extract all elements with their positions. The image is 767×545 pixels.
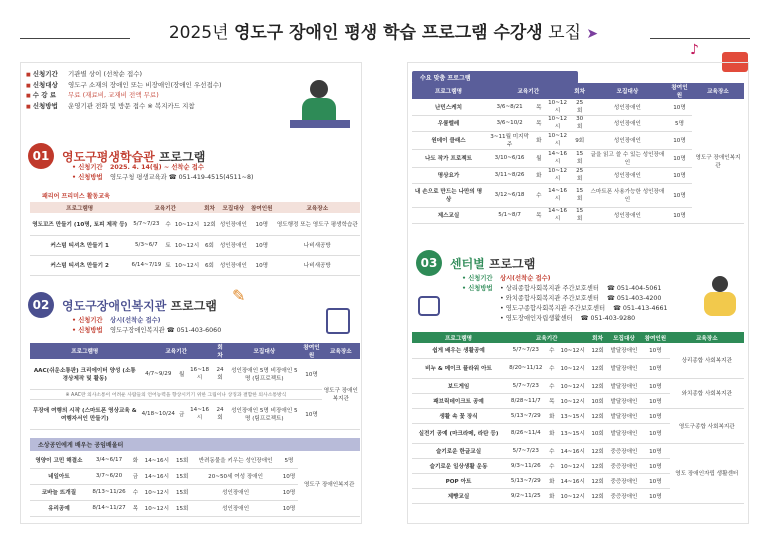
cell: 10명 <box>641 343 669 358</box>
cell: 10명 <box>641 458 669 473</box>
cell: 목 <box>130 500 141 516</box>
cell: 10~12시 <box>557 358 588 378</box>
clipboard-icon <box>326 308 350 334</box>
cell: 5/3~6/7 <box>129 235 163 255</box>
th: 참여인원 <box>641 332 669 343</box>
info-row: ■ 신청방법 운영기관 전화 및 방문 접수 ※ 복지카드 지참 <box>26 102 226 113</box>
cell: 10회 <box>588 393 606 408</box>
sec01-tag: 패리어 프리미스 활동교육 <box>42 193 110 200</box>
paper-plane-icon: ➤ <box>586 26 599 42</box>
cell: 성인장애인 <box>588 167 667 183</box>
cell: 발달장애인 <box>607 378 641 393</box>
cell: 나도 작가 프로젝트 <box>412 149 485 167</box>
cell: 10~12시 <box>141 484 173 500</box>
cell: 6회 <box>201 255 218 275</box>
cell: 12회 <box>588 473 606 488</box>
cell: 성인장애인 <box>218 255 249 275</box>
cell: 월 <box>177 359 186 389</box>
cell: 10명 <box>667 99 692 115</box>
cell: 화 <box>547 423 557 443</box>
cell: 화 <box>547 408 557 423</box>
cell: 9/2~11/25 <box>505 488 546 503</box>
cell: 10~12시 <box>141 500 173 516</box>
section-03-header <box>416 250 535 276</box>
cell: 영도구 장애인복지관 <box>692 99 744 223</box>
cell: 10명 <box>249 235 275 255</box>
title-bold: 영도구 장애인 평생 학습 프로그램 수강생 <box>233 23 543 43</box>
section-number: 03 <box>416 250 442 276</box>
cell: 10명 <box>301 359 321 389</box>
table-row <box>30 213 360 235</box>
table-row <box>30 255 360 275</box>
cell: 25회 <box>572 167 588 183</box>
cell: 중증장애인 <box>607 443 641 458</box>
cell: 제빵교실 <box>412 488 505 503</box>
section-title-sub: 프로그램 <box>488 256 536 271</box>
table-row <box>412 343 744 358</box>
cell: 와치종합 사회복지관 <box>670 378 744 408</box>
cell: 수 <box>547 343 557 358</box>
cell: 실전기 공예 (마크라메, 라탄 등) <box>412 423 505 443</box>
cell: 금 <box>177 399 186 429</box>
cell: 수 <box>534 183 543 207</box>
right1-table <box>412 83 744 224</box>
cell: 5/7~7/23 <box>129 213 163 235</box>
sec01-table <box>30 202 360 276</box>
cell: 3/11~8/26 <box>485 167 534 183</box>
cell: 15회 <box>173 452 192 468</box>
sec02-info <box>72 316 221 336</box>
cell: 12회 <box>588 343 606 358</box>
cell: 14~16시 <box>141 468 173 484</box>
cell: 10명 <box>280 468 299 484</box>
cell: 글을 읽고 쓸 수 있는 성인장애인 <box>588 149 667 167</box>
section-title <box>62 148 205 165</box>
th: 회차 <box>572 83 588 99</box>
cell: 목 <box>534 115 543 131</box>
info-box <box>26 70 226 112</box>
cell: 24회 <box>213 359 228 389</box>
cell: 금 <box>130 468 141 484</box>
table-row <box>412 443 744 458</box>
cell: 4/18~10/24 <box>140 399 177 429</box>
cell: 명상요가 <box>412 167 485 183</box>
table-header <box>412 332 744 343</box>
cell: 원데이 클래스 <box>412 131 485 149</box>
cell: 패브릭데이크트 공예 <box>412 393 505 408</box>
th: 참여인원 <box>667 83 692 99</box>
cell: 10명 <box>667 183 692 207</box>
sec02-table <box>30 343 360 430</box>
th: 모집대상 <box>218 202 249 213</box>
cell: 발달장애인 <box>607 408 641 423</box>
cell: 영도 장애인자립 생활센터 <box>670 443 744 503</box>
cell: 영도구 장애인복지관 <box>322 359 360 429</box>
cell: 3/12~6/18 <box>485 183 534 207</box>
cell: 4/7~9/29 <box>140 359 177 389</box>
cell: 우쿨렐레 <box>412 115 485 131</box>
cell: 성인장애인 <box>218 235 249 255</box>
cell: 5명 <box>667 115 692 131</box>
th: 교육장소 <box>670 332 744 343</box>
cell: ※ AAC란 의사소통이 어려운 사람들의 언어능력을 향상시키기 위한 그림이나 상징과 결합한 의사소통방식 <box>30 389 322 399</box>
cell: 발달장애인 <box>607 423 641 443</box>
cell: 스마트폰 사용가능한 성인장애인 <box>588 183 667 207</box>
title-tail: 모집 <box>548 23 581 43</box>
cell: 화 <box>534 167 543 183</box>
cell: 성인장애인 <box>192 484 280 500</box>
cell: 비누 & 메이크 플라워 아트 <box>412 358 505 378</box>
cell: 12회 <box>588 488 606 503</box>
cell: 10명 <box>641 378 669 393</box>
cell: 8/13~11/26 <box>88 484 130 500</box>
cell: 3/4~6/17 <box>88 452 130 468</box>
th: 교육기간 <box>129 202 201 213</box>
student-illustration <box>290 80 350 140</box>
cell: 커스텀 티셔츠 만들기 2 <box>30 255 129 275</box>
section-title <box>62 297 217 314</box>
th: 프로그램명 <box>30 202 129 213</box>
sec02-band: 소상공인에게 배우는 공임배울터 <box>30 438 360 451</box>
info-line: • 영도구종합사회복지관 주간보호센터 ☎ 051-413-4661 <box>500 305 668 312</box>
th: 교육기간 <box>140 343 213 359</box>
cell: 화 <box>547 473 557 488</box>
cell: 10명 <box>641 408 669 423</box>
cell: 5/1~8/7 <box>485 207 534 223</box>
cell: 14~16시 <box>544 207 572 223</box>
cell: 10명 <box>280 500 299 516</box>
th: 프로그램명 <box>412 332 505 343</box>
cell: 15회 <box>173 484 192 500</box>
cell: 14~16시 <box>141 452 173 468</box>
table-header <box>30 202 360 213</box>
cell: 5/7~7/23 <box>505 443 546 458</box>
cell: 발달장애인 <box>607 343 641 358</box>
cell: 무장애 여행의 시작 (스마트폰 영상교육 & 여행자서인 만들기) <box>30 399 140 429</box>
section-02-header <box>28 292 217 318</box>
cell: 14~16시 <box>544 183 572 207</box>
info-line: • 신청방법 영도구장애인복지관 ☎ 051-403-6060 <box>72 326 221 336</box>
cell: 화 <box>547 488 557 503</box>
cell: 나비새공방 <box>275 235 360 255</box>
section-title-main: 센터별 <box>450 256 485 271</box>
cell: 영양이 고민 해결소 <box>30 452 88 468</box>
cell: 수 <box>547 378 557 393</box>
sec03-table <box>412 332 744 504</box>
cell: 유리공예 <box>30 500 88 516</box>
th: 회차 <box>213 343 228 359</box>
table-row <box>30 359 360 389</box>
cell: 3/6~8/21 <box>485 99 534 115</box>
cell: 5/13~7/29 <box>505 473 546 488</box>
cell: 24회 <box>213 399 228 429</box>
cell: 10~12시 <box>173 213 201 235</box>
cell: 중증장애인 <box>607 458 641 473</box>
cell: 10명 <box>641 488 669 503</box>
cell: 보드게임 <box>412 378 505 393</box>
cell: 15회 <box>173 500 192 516</box>
cell: 3/6~10/2 <box>485 115 534 131</box>
section-title-main: 영도구평생학습관 <box>62 149 155 164</box>
cell: 화 <box>534 131 543 149</box>
info-line: • 와치종합사회복지관 주간보호센터 ☎ 051-403-4200 <box>500 295 662 302</box>
cell: 10명 <box>641 473 669 488</box>
table-row <box>30 399 360 429</box>
table-row <box>30 235 360 255</box>
th: 참여인원 <box>249 202 275 213</box>
cell: 수 <box>547 358 557 378</box>
cell: 12회 <box>588 408 606 423</box>
cell: 13~15시 <box>557 408 588 423</box>
cell: 14~16시 <box>557 473 588 488</box>
cell: 토 <box>163 235 172 255</box>
cell: 10~12시 <box>557 378 588 393</box>
cell: 영도행정 또는 영도구 평생학습관 <box>275 213 360 235</box>
sec01-info <box>72 163 253 183</box>
cell: 8/28~11/7 <box>505 393 546 408</box>
cell: 코바늘 뜨개질 <box>30 484 88 500</box>
th: 모집대상 <box>607 332 641 343</box>
section-title-sub: 프로그램 <box>170 298 217 313</box>
cell: 15회 <box>572 149 588 167</box>
section-title-main: 영도구장애인복지관 <box>62 298 167 313</box>
cell: 10회 <box>588 423 606 443</box>
cell: 9회 <box>572 131 588 149</box>
cell: 쉽게 배우는 생활공예 <box>412 343 505 358</box>
info-row: ■ 신청기간 기관별 상이 (선착순 접수) <box>26 70 226 81</box>
cell: 수 <box>547 458 557 473</box>
table-note-row <box>30 389 360 399</box>
table-row <box>412 378 744 393</box>
cell: 10명 <box>641 358 669 378</box>
cell: 중증장애인 <box>607 488 641 503</box>
cell: 5명 <box>280 452 299 468</box>
cell: 14~16시 <box>557 443 588 458</box>
cell: 나비새공방 <box>275 255 360 275</box>
cell: 10~12시 <box>544 99 572 115</box>
cell: 목 <box>534 99 543 115</box>
cell: 12회 <box>588 443 606 458</box>
cell: 5/7~7/23 <box>505 343 546 358</box>
cell: 수 <box>163 213 172 235</box>
th: 교육기간 <box>505 332 588 343</box>
cell: POP 아트 <box>412 473 505 488</box>
cell: 난민스케치 <box>412 99 485 115</box>
th: 모집대상 <box>588 83 667 99</box>
table-header <box>30 343 360 359</box>
cell: 10명 <box>249 255 275 275</box>
cell: AAC(쉬운소통판) 크리에이터 양성 (소통경상제작 및 활동) <box>30 359 140 389</box>
cell: 10~12시 <box>173 255 201 275</box>
cell: 20~50세 여성 장애인 <box>192 468 280 484</box>
cell: 성인장애인 <box>588 99 667 115</box>
reading-illustration <box>700 276 740 326</box>
cell: 목 <box>534 207 543 223</box>
th: 회차 <box>588 332 606 343</box>
cell: 10~12시 <box>544 115 572 131</box>
cell: 9/3~11/26 <box>505 458 546 473</box>
cell: 5/13~7/29 <box>505 408 546 423</box>
cell: 16~18시 <box>186 359 212 389</box>
cell: 10명 <box>667 167 692 183</box>
sec02-table2 <box>30 452 360 517</box>
cell: 10~12시 <box>557 343 588 358</box>
cell: 화 <box>130 452 141 468</box>
cell: 성인장애인 <box>588 131 667 149</box>
cell: 슬기로운 일상생활 운동 <box>412 458 505 473</box>
right1-band: 수요 맞춤 프로그램 <box>412 71 578 84</box>
cell: 월 <box>534 149 543 167</box>
pencil-icon: ✎ <box>232 286 246 305</box>
info-row: ■ 수 강 료 무료 (재료비, 교재비 전액 무료) <box>26 91 226 102</box>
cell: 성인장애인 <box>192 500 280 516</box>
cell: 3~11월 미지막 주 <box>485 131 534 149</box>
info-row: ■ 신청대상 영도구 소재의 장애인 또는 비장애인(장애인 우선접수) <box>26 81 226 92</box>
th: 모집대상 <box>227 343 301 359</box>
cell: 10명 <box>280 484 299 500</box>
cell: 제스교실 <box>412 207 485 223</box>
title-year: 2025년 <box>168 23 229 43</box>
cell: 14~16시 <box>186 399 212 429</box>
cell: 10~12시 <box>173 235 201 255</box>
th: 프로그램명 <box>412 83 485 99</box>
cell: 성인장애인 <box>218 213 249 235</box>
cell: 성인장애인 5명 비장애인 5명 (팀프로젝트) <box>227 359 301 389</box>
cell: 영도구종합 사회복지관 <box>670 408 744 443</box>
cell: 3/7~6/20 <box>88 468 130 484</box>
th: 교육기간 <box>485 83 572 99</box>
cell: 25회 <box>572 99 588 115</box>
cell: 슬기로운 한글교실 <box>412 443 505 458</box>
cell: 네일아트 <box>30 468 88 484</box>
cell: 10명 <box>641 423 669 443</box>
cell: 10명 <box>667 207 692 223</box>
info-line: • 신청기간 상시(선착순 접수) <box>462 274 668 284</box>
title-right-rule <box>650 38 750 39</box>
section-title <box>450 255 535 272</box>
cell: 10~12시 <box>544 167 572 183</box>
cell: 8/14~11/27 <box>88 500 130 516</box>
robot-icon <box>418 296 440 316</box>
sec03-info <box>462 274 668 324</box>
cell: 중증장애인 <box>607 473 641 488</box>
cell: 성인장애인 <box>588 207 667 223</box>
table-row <box>412 99 744 115</box>
info-line: • 신청방법 • 상리종합사회복지관 주간보호센터 ☎ 051-404-5061 <box>462 284 668 294</box>
info-line: • 영도장애인자립생활센터 ☎ 051-403-9280 <box>500 315 636 322</box>
info-line: • 신청방법 영도구청 평생교육과 ☎ 051-419-4515(4511~8) <box>72 173 253 183</box>
cell: 12회 <box>201 213 218 235</box>
cell: 10~12시 <box>557 393 588 408</box>
cell: 10명 <box>641 443 669 458</box>
cell: 14~16시 <box>544 149 572 167</box>
th: 교육장소 <box>692 83 744 99</box>
cell: 영도구 장애인복지관 <box>298 452 360 516</box>
cell: 12회 <box>588 358 606 378</box>
cell: 발달장애인 <box>607 358 641 378</box>
cell: 3/10~6/16 <box>485 149 534 167</box>
table-row <box>412 408 744 423</box>
music-note-icon: ♪ <box>690 42 699 58</box>
cell: 목 <box>547 393 557 408</box>
table-row <box>30 452 360 468</box>
cell: 8/20~11/12 <box>505 358 546 378</box>
cell: 10~12시 <box>557 488 588 503</box>
cell: 수 <box>130 484 141 500</box>
cell: 영도꼬즈 만들기 (10명, 토피 제작 등) <box>30 213 129 235</box>
cell: 12회 <box>588 378 606 393</box>
cell: 15회 <box>572 183 588 207</box>
cell: 내 손으로 만드는 나만의 명상 <box>412 183 485 207</box>
page-title <box>0 18 767 43</box>
cell: 생활 속 꽃 장식 <box>412 408 505 423</box>
table-header <box>412 83 744 99</box>
cell: 성인장애인 <box>588 115 667 131</box>
cell: 10명 <box>667 149 692 167</box>
cell: 6회 <box>201 235 218 255</box>
info-line: • 신청기간 상시(선착순 접수) <box>72 316 221 326</box>
th: 참여인원 <box>301 343 321 359</box>
cell: 발달장애인 <box>607 393 641 408</box>
info-line: • 신청기간 2025. 4. 14(월) ~ 선착순 접수 <box>72 163 253 173</box>
th: 교육장소 <box>322 343 360 359</box>
cell: 10~12시 <box>557 458 588 473</box>
cell: 5/7~7/23 <box>505 378 546 393</box>
cell: 15회 <box>572 207 588 223</box>
title-left-rule <box>20 38 130 39</box>
cell: 커스텀 티셔츠 만들기 1 <box>30 235 129 255</box>
cell: 15회 <box>173 468 192 484</box>
th: 프로그램명 <box>30 343 140 359</box>
cell: 30회 <box>572 115 588 131</box>
cell: 6/14~7/19 <box>129 255 163 275</box>
section-number: 01 <box>28 143 54 169</box>
cell: 8/26~11/4 <box>505 423 546 443</box>
cell: 10명 <box>301 399 321 429</box>
th: 회차 <box>201 202 218 213</box>
cell: 10명 <box>641 393 669 408</box>
cell: 성인장애인 5명 비장애인 5명 (팀프로젝트) <box>227 399 301 429</box>
cell: 수 <box>547 443 557 458</box>
section-title-sub: 프로그램 <box>158 149 206 164</box>
cell: 10명 <box>667 131 692 149</box>
cell: 10명 <box>249 213 275 235</box>
cell: 상리종합 사회복지관 <box>670 343 744 378</box>
cell: 13~15시 <box>557 423 588 443</box>
cell: 반려동물을 키우는 성인장애인 <box>192 452 280 468</box>
cell: 10~12시 <box>544 131 572 149</box>
cell: 12회 <box>588 458 606 473</box>
th: 교육장소 <box>275 202 360 213</box>
cell: 토 <box>163 255 172 275</box>
section-number: 02 <box>28 292 54 318</box>
